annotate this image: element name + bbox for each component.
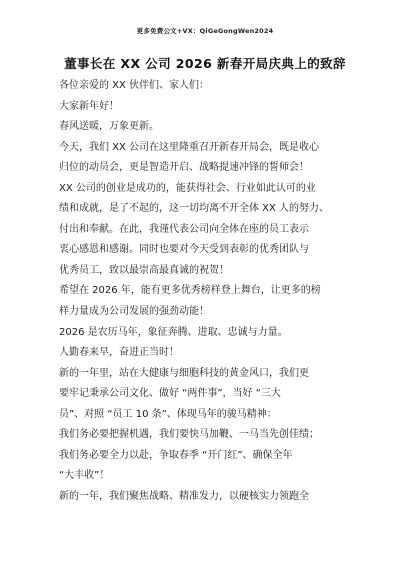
body-line: 付出和奉献。在此，我谨代表公司向全体在座的员工表示 [59, 223, 309, 235]
body-line: 2026 是农历马年，象征奔腾、进取、忠诚与力量。 [59, 326, 288, 338]
document-body [59, 76, 359, 507]
body-line: 今天，我们 XX 公司在这里隆重召开新春开局会，既是收心 [59, 141, 320, 153]
body-line: 样力量成为公司发展的强劲动能！ [59, 306, 209, 318]
body-line: 员”、对照 “员工 10 条”、体现马年的骏马精神： [59, 408, 277, 420]
body-line: 希望在 2026 年，能有更多优秀榜样登上舞台，让更多的榜 [59, 285, 321, 297]
document-title: 董事长在 XX 公司 2026 新春开局庆典上的致辞 [64, 56, 346, 71]
body-line: “大丰收”！ [59, 470, 110, 482]
body-line: 人勤春来早，奋进正当时！ [59, 347, 179, 359]
body-line: 各位亲爱的 XX 伙伴们、家人们： [59, 80, 210, 91]
body-line: 新的一年里，站在大健康与细胞科技的黄金风口，我们更 [59, 367, 309, 379]
body-line: 衷心感恩和感谢。同时也要对今天受到表彰的优秀团队与 [59, 244, 309, 256]
body-line: 大家新年好！ [59, 100, 119, 112]
body-line: 我们务必要把握机遇，我们要快马加鞭、一马当先创佳绩； [59, 429, 319, 441]
body-line: 要牢记秉承公司文化、做好 “两件事”，当好 “三大 [59, 388, 281, 400]
body-line: 我们务必要全力以赴，争取春季 “开门红”、确保全年 [59, 449, 293, 461]
body-line: XX 公司的创业是成功的，能获得社会、行业如此认可的业 [59, 182, 316, 194]
body-line: 春风送暖，万象更新。 [59, 121, 159, 133]
body-line: 绩和成就，是了不起的，这一切均离不开全体 XX 人的努力、 [59, 203, 330, 215]
body-line: 新的一年，我们聚焦战略、精准发力，以硬核实力领跑全 [59, 490, 309, 502]
body-line: 优秀员工，致以最崇高最真诚的祝贺！ [59, 264, 229, 276]
header-note: 更多免费公文+VX：QiGeGongWen2024 [136, 27, 274, 35]
body-line: 归位的动员会，更是智造开启、战略提速冲锋的誓师会！ [59, 162, 309, 174]
